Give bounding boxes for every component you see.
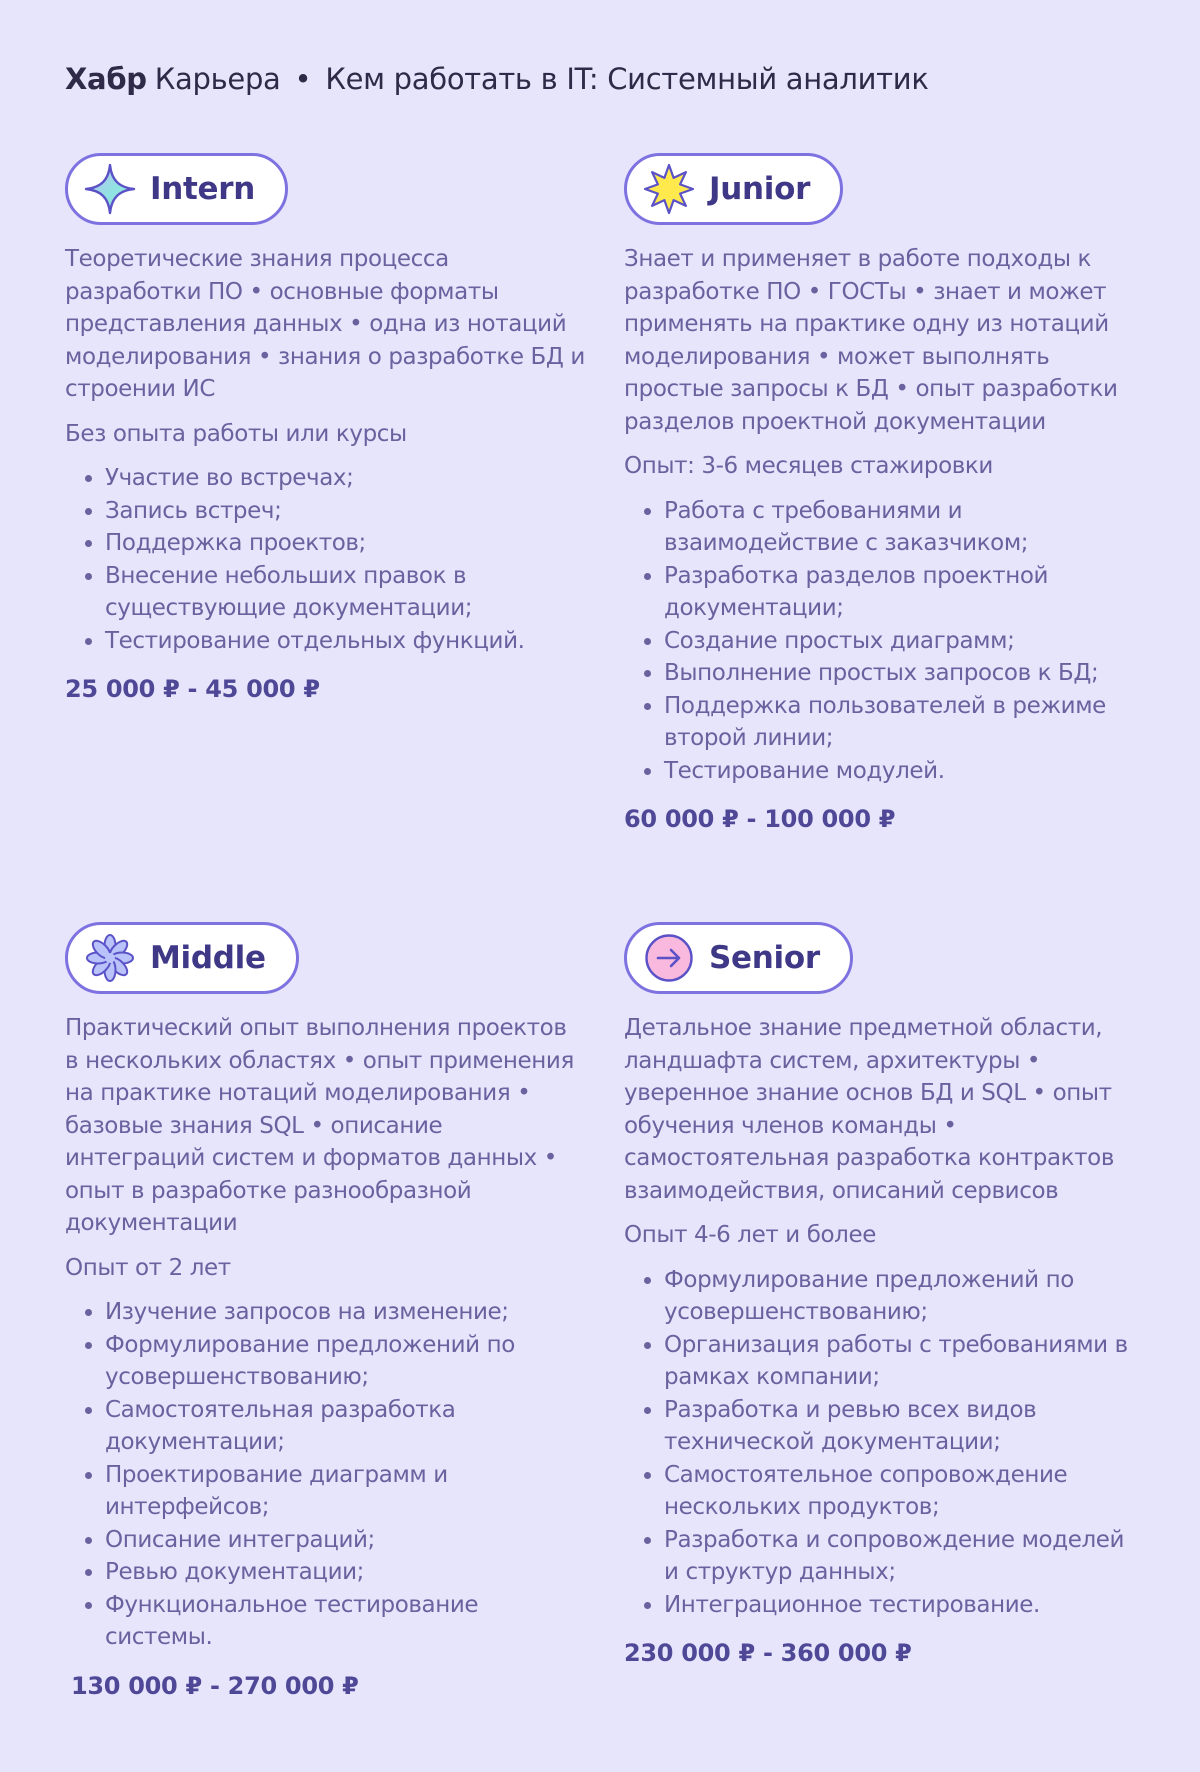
list-item: • Разработка и ревью всех видов технической документации;: [664, 1394, 1144, 1459]
list-item: • Поддержка проектов;: [105, 527, 585, 560]
list-item: • Организация работы с требованиями в рамках компании;: [664, 1329, 1144, 1394]
salary-range: 60 000 ₽ - 100 000 ₽: [624, 805, 896, 833]
level-card-middle: [65, 922, 585, 1700]
level-card-senior: [624, 922, 1144, 1667]
list-item: • Разработка разделов проектной документации;: [664, 560, 1144, 625]
list-item: • Интеграционное тестирование.: [664, 1589, 1144, 1622]
list-item: • Тестирование отдельных функций.: [105, 625, 585, 658]
level-description: Детальное знание предметной области, ландшафта систем, архитектуры • уверенное знание основ БД и SQL • опыт обучения членов команды • самостоятельная разработка контрактов взаимодействия, описаний сервисов: [624, 1015, 1114, 1204]
task-list: [65, 462, 585, 657]
list-item: • Функциональное тестирование системы.: [105, 1589, 585, 1654]
level-label: Middle: [150, 940, 266, 976]
level-badge-intern: [65, 153, 288, 225]
level-badge-middle: [65, 922, 299, 994]
task-list: [65, 1296, 585, 1654]
salary-range: 25 000 ₽ - 45 000 ₽: [65, 675, 320, 703]
starburst-icon: [643, 163, 695, 215]
page-title: Кем работать в IT: Системный аналитик: [325, 62, 929, 96]
level-experience: Без опыта работы или курсы: [65, 420, 407, 447]
snowflake-flower-icon: [84, 932, 136, 984]
salary-range: 130 000 ₽ - 270 000 ₽: [71, 1671, 359, 1700]
brand-name-bold: Хабр: [65, 62, 147, 96]
four-point-star-icon: [84, 163, 136, 215]
level-label: Intern: [150, 171, 256, 207]
level-description: Практический опыт выполнения проектов в нескольких областях • опыт применения на практике нотаций моделирования • базовые знания SQL • описание интеграций систем и форматов данных • опыт в разработке разнообразной документации: [65, 1015, 574, 1236]
page-header: [65, 62, 929, 96]
list-item: • Поддержка пользователей в режиме второй линии;: [664, 690, 1144, 755]
level-badge-senior: [624, 922, 853, 994]
header-separator: •: [294, 62, 312, 96]
list-item: • Самостоятельная разработка документации;: [105, 1394, 585, 1459]
list-item: • Создание простых диаграмм;: [664, 625, 1144, 658]
list-item: • Ревью документации;: [105, 1556, 585, 1589]
list-item: • Проектирование диаграмм и интерфейсов;: [105, 1459, 585, 1524]
brand-name-light: Карьера: [154, 62, 281, 96]
level-description: Теоретические знания процесса разработки ПО • основные форматы представления данных • одна из нотаций моделирования • знания о разработке БД и строении ИС: [65, 246, 585, 402]
level-experience: Опыт от 2 лет: [65, 1254, 231, 1281]
list-item: • Выполнение простых запросов к БД;: [664, 657, 1144, 690]
level-label: Junior: [709, 171, 811, 207]
list-item: • Формулирование предложений по усовершенствованию;: [664, 1264, 1144, 1329]
list-item: • Участие во встречах;: [105, 462, 585, 495]
task-list: [624, 495, 1144, 788]
list-item: • Разработка и сопровождение моделей и структур данных;: [664, 1524, 1144, 1589]
list-item: • Изучение запросов на изменение;: [105, 1296, 585, 1329]
list-item: • Тестирование модулей.: [664, 755, 1144, 788]
arrow-right-circle-icon: [643, 932, 695, 984]
level-label: Senior: [709, 940, 820, 976]
list-item: • Запись встреч;: [105, 495, 585, 528]
level-experience: Опыт 4-6 лет и более: [624, 1222, 876, 1248]
task-list: [624, 1264, 1144, 1622]
list-item: • Самостоятельное сопровождение нескольких продуктов;: [664, 1459, 1144, 1524]
list-item: • Формулирование предложений по усовершенствованию;: [105, 1329, 585, 1394]
level-experience: Опыт: 3-6 месяцев стажировки: [624, 453, 993, 479]
level-card-junior: [624, 153, 1144, 833]
salary-range: 230 000 ₽ - 360 000 ₽: [624, 1639, 912, 1667]
list-item: • Описание интеграций;: [105, 1524, 585, 1557]
list-item: • Внесение небольших правок в существующие документации;: [105, 560, 585, 625]
level-description: Знает и применяет в работе подходы к разработке ПО • ГОСТы • знает и может применять на практике одну из нотаций моделирования • может выполнять простые запросы к БД • опыт разработки разделов проектной документации: [624, 246, 1118, 435]
list-item: • Работа с требованиями и взаимодействие с заказчиком;: [664, 495, 1144, 560]
level-badge-junior: [624, 153, 843, 225]
level-card-intern: [65, 153, 585, 703]
